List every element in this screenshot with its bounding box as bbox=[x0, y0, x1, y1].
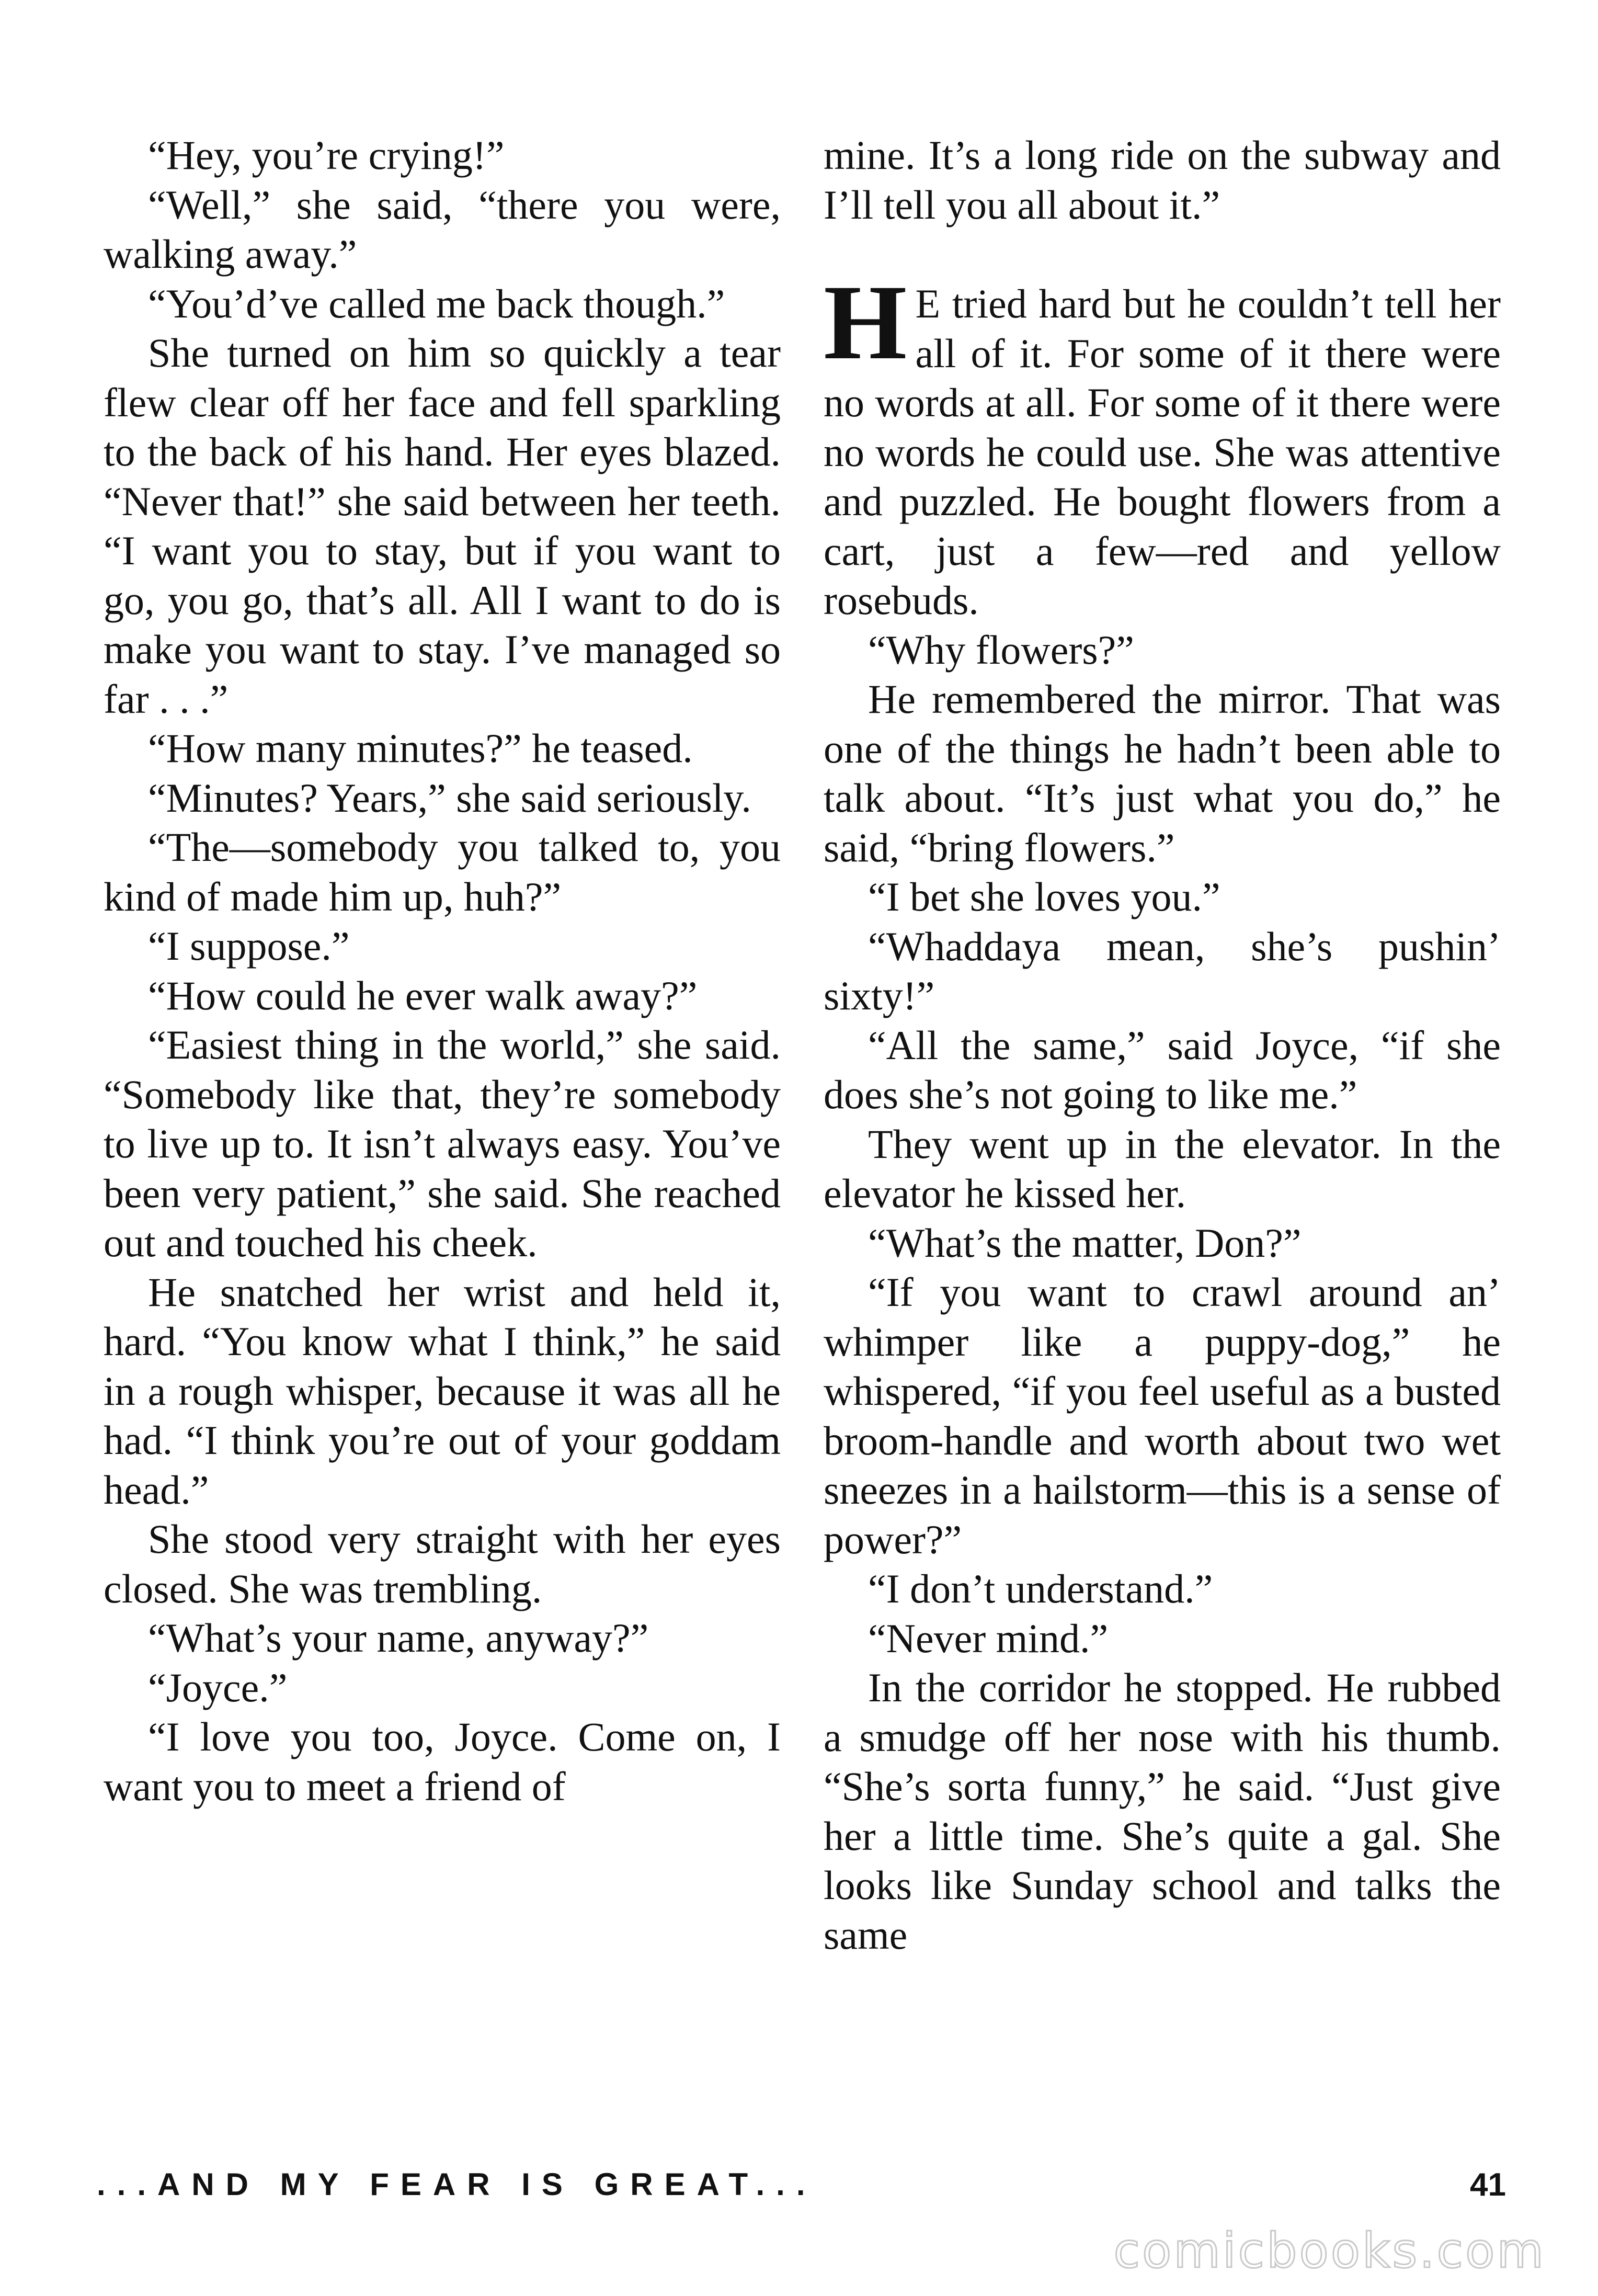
page-number: 41 bbox=[1470, 2167, 1506, 2203]
paragraph: “Well,” she said, “there you were, walking away.” bbox=[104, 181, 781, 277]
paragraph: “Minutes? Years,” she said seriously. bbox=[148, 775, 751, 821]
paragraph: “I suppose.” bbox=[148, 923, 350, 969]
paragraph-continued: mine. It’s a long ride on the subway and I’ll tell you all about it.” bbox=[824, 132, 1501, 228]
paragraph: They went up in the elevator. In the elevator he kissed her. bbox=[824, 1121, 1501, 1216]
paragraph: “I love you too, Joyce. Come on, I want you to meet a friend of bbox=[104, 1714, 781, 1809]
paragraph: “If you want to crawl around an’ whimper like a puppy-dog,” he whispered, “if you feel useful as a busted broom-handle and worth about two wet sneezes in a hailstorm—this is a sense of power?” bbox=[824, 1269, 1501, 1562]
paragraph: She stood very straight with her eyes closed. She was trembling. bbox=[104, 1516, 781, 1611]
paragraph: “I don’t understand.” bbox=[868, 1566, 1213, 1611]
paragraph: “How could he ever walk away?” bbox=[148, 972, 698, 1018]
page-footer bbox=[97, 2166, 1506, 2219]
paragraph: “All the same,” said Joyce, “if she does she’s not going to like me.” bbox=[824, 1022, 1501, 1117]
paragraph: “Hey, you’re crying!” bbox=[148, 132, 505, 178]
paragraph: “What’s the matter, Don?” bbox=[868, 1220, 1302, 1266]
left-text-column bbox=[104, 131, 781, 1811]
drop-cap-letter: H bbox=[824, 263, 907, 382]
paragraph: In the corridor he stopped. He rubbed a smudge off her nose with his thumb. “She’s sorta funny,” he said. “Just give her a little time. She’s quite a gal. She looks like Sunday school and talks the same bbox=[824, 1665, 1501, 1958]
paragraph: “The—somebody you talked to, you kind of made him up, huh?” bbox=[104, 824, 781, 919]
paragraph: “Never mind.” bbox=[868, 1615, 1109, 1661]
paragraph: She turned on him so quickly a tear flew clear off her face and fell sparkling to the back of his hand. Her eyes blazed. “Never that!” she said between her teeth. “I want you to stay, but if you want to go, you go, that’s all. All I want to do is make you want to stay. I’ve managed so far . . .” bbox=[104, 330, 781, 722]
paragraph: “I bet she loves you.” bbox=[868, 874, 1220, 919]
dropcap-paragraph bbox=[824, 263, 1501, 626]
paragraph: “Easiest thing in the world,” she said. “Somebody like that, they’re somebody to live up to. It isn’t always easy. You’ve been very patient,” she said. She reached out and touched his cheek. bbox=[104, 1022, 781, 1265]
dropcap-paragraph-text: E tried hard but he couldn’t tell her all of it. For some of it there were no words at all. For some of it there were no words he could use. She was attentive and puzzled. He bought flowers from a cart, just a few—red and yellow rosebuds. bbox=[824, 281, 1501, 623]
paragraph: “Why flowers?” bbox=[868, 627, 1134, 673]
paragraph: “You’d’ve called me back though.” bbox=[148, 280, 725, 326]
watermark-logo: comicbooks.com bbox=[1113, 2223, 1546, 2279]
running-footer-title: ...AND MY FEAR IS GREAT... bbox=[97, 2167, 817, 2202]
right-text-column bbox=[824, 131, 1501, 1960]
section-break bbox=[824, 230, 1501, 279]
paragraph: He snatched her wrist and held it, hard. “You know what I think,” he said in a rough whisper, because it was all he had. “I think you’re out of your goddam head.” bbox=[104, 1269, 781, 1513]
paragraph: “What’s your name, anyway?” bbox=[148, 1615, 649, 1661]
paragraph: “Joyce.” bbox=[148, 1664, 288, 1710]
paragraph: “Whaddaya mean, she’s pushin’ sixty!” bbox=[824, 923, 1501, 1018]
paragraph: He remembered the mirror. That was one of the things he hadn’t been able to talk about. “It’s just what you do,” he said, “bring flowers.” bbox=[824, 676, 1501, 870]
paragraph: “How many minutes?” he teased. bbox=[148, 725, 693, 771]
